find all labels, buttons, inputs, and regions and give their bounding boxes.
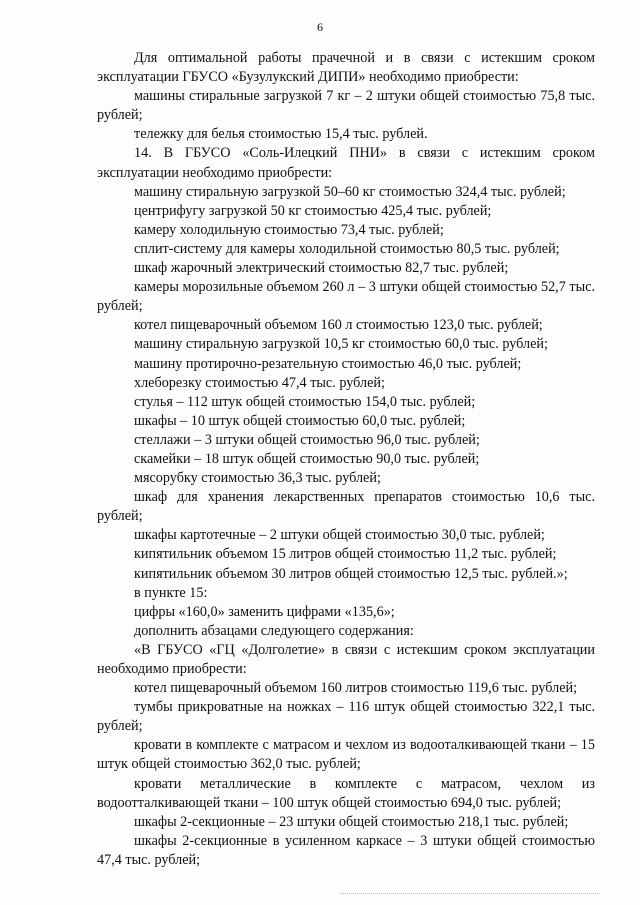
paragraph: 14. В ГБУСО «Соль-Илецкий ПНИ» в связи с истекшим сроком эксплуатации необходимо приобрести: <box>97 145 595 181</box>
paragraph: кипятильник объемом 30 литров общей стоимостью 12,5 тыс. рублей.»; <box>134 565 568 582</box>
paragraph: тележку для белья стоимостью 15,4 тыс. рублей. <box>134 126 428 143</box>
paragraph: шкаф для хранения лекарственных препаратов стоимостью 10,6 тыс. рублей; <box>97 489 595 525</box>
paragraph: шкафы 2-секционные в усиленном каркасе – 3 штуки общей стоимостью 47,4 тыс. рублей; <box>97 832 595 868</box>
paragraph: машину протирочно-резательную стоимостью 46,0 тыс. рублей; <box>134 355 522 372</box>
paragraph: дополнить абзацами следующего содержания: <box>134 622 414 639</box>
paragraph: «В ГБУСО «ГЦ «Долголетие» в связи с истекшим сроком эксплуатации необходимо приобрести: <box>97 641 595 677</box>
paragraph: камеры морозильные объемом 260 л – 3 штуки общей стоимостью 52,7 тыс. рублей; <box>97 279 595 315</box>
paragraph: котел пищеварочный объемом 160 литров стоимостью 119,6 тыс. рублей; <box>134 680 578 697</box>
paragraph: тумбы прикроватные на ножках – 116 штук общей стоимостью 322,1 тыс. рублей; <box>97 699 595 735</box>
paragraph: мясорубку стоимостью 36,3 тыс. рублей; <box>134 470 381 487</box>
paragraph: стулья – 112 штук общей стоимостью 154,0 тыс. рублей; <box>134 393 476 410</box>
paragraph: шкафы картотечные – 2 штуки общей стоимостью 30,0 тыс. рублей; <box>134 527 545 544</box>
paragraph: центрифугу загрузкой 50 кг стоимостью 425,4 тыс. рублей; <box>134 202 492 219</box>
page-number: 6 <box>317 20 323 34</box>
paragraph: машину стиральную загрузкой 50–60 кг стоимостью 324,4 тыс. рублей; <box>134 183 566 200</box>
paragraph: шкафы – 10 штук общей стоимостью 60,0 тыс. рублей; <box>134 412 466 429</box>
paragraph: камеру холодильную стоимостью 73,4 тыс. рублей; <box>134 221 444 238</box>
paragraph: скамейки – 18 штук общей стоимостью 90,0 тыс. рублей; <box>134 450 480 467</box>
paragraph: машину стиральную загрузкой 10,5 кг стоимостью 60,0 тыс. рублей; <box>134 336 548 353</box>
paragraph: котел пищеварочный объемом 160 л стоимостью 123,0 тыс. рублей; <box>134 317 543 334</box>
paragraph: в пункте 15: <box>134 584 208 601</box>
paragraph: хлеборезку стоимостью 47,4 тыс. рублей; <box>134 374 385 391</box>
scan-artifact <box>340 893 600 900</box>
paragraph: сплит-систему для камеры холодильной стоимостью 80,5 тыс. рублей; <box>134 240 560 257</box>
paragraph: цифры «160,0» заменить цифрами «135,6»; <box>134 603 395 620</box>
paragraph: кровати металлические в комплекте с матрасом, чехлом из водоотталкивающей ткани – 100 штук общей стоимостью 694,0 тыс. рублей; <box>97 775 595 811</box>
paragraph: кипятильник объемом 15 литров общей стоимостью 11,2 тыс. рублей; <box>134 546 557 563</box>
paragraph: шкафы 2-секционные – 23 штуки общей стоимостью 218,1 тыс. рублей; <box>134 813 569 830</box>
document-body <box>97 49 595 870</box>
paragraph: стеллажи – 3 штуки общей стоимостью 96,0 тыс. рублей; <box>134 431 480 448</box>
paragraph: кровати в комплекте с матрасом и чехлом из водооталкивающей ткани – 15 штук общей стоимостью 362,0 тыс. рублей; <box>97 737 595 773</box>
paragraph: шкаф жарочный электрический стоимостью 82,7 тыс. рублей; <box>134 260 509 277</box>
paragraph: машины стиральные загрузкой 7 кг – 2 штуки общей стоимостью 75,8 тыс. рублей; <box>97 88 595 124</box>
paragraph: Для оптимальной работы прачечной и в связи с истекшим сроком эксплуатации ГБУСО «Бузулукский ДИПИ» необходимо приобрести: <box>97 50 595 86</box>
